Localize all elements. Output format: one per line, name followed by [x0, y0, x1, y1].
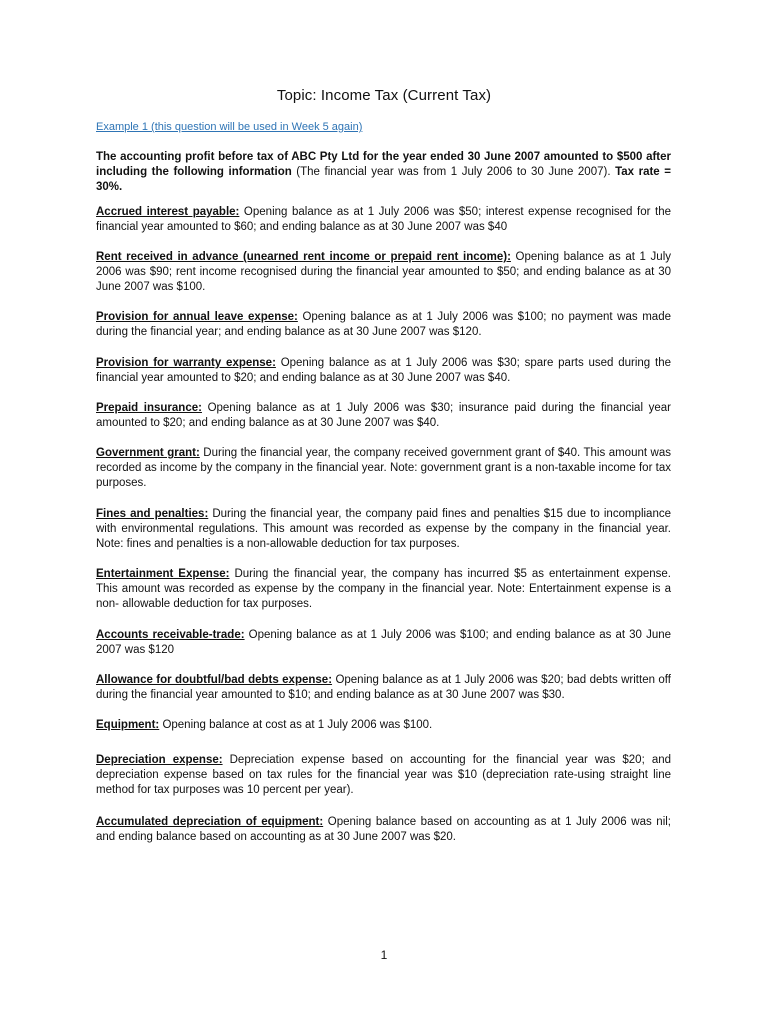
item-heading: Provision for annual leave expense:: [96, 311, 298, 323]
item-text: Depreciation expense based on accounting for the financial year was $20; and depreciation expense based on tax rules for the financial year was $10 (depreciation rate-using straight line method for tax purposes was 10 percent per year).: [96, 754, 671, 796]
intro-tax-rate: Tax rate = 30%.: [96, 166, 671, 193]
item-annual-leave: [96, 310, 671, 340]
item-heading: Allowance for doubtful/bad debts expense:: [96, 674, 333, 686]
item-accounts-receivable: [96, 628, 671, 658]
item-warranty: [96, 356, 671, 386]
item-heading: Provision for warranty expense:: [96, 357, 276, 369]
item-entertainment: [96, 567, 671, 612]
item-text: Opening balance as at 1 July 2006 was $100; no payment was made during the financial year; and ending balance as at 30 June 2007 was $120.: [96, 311, 671, 338]
item-text: During the financial year, the company has incurred $5 as entertainment expense. This amount was recorded as expense by the company in the financial year. Note: Entertainment expense is a non- allowable deduction for tax purposes.: [96, 568, 671, 610]
item-heading: Prepaid insurance:: [96, 402, 202, 414]
item-text: Opening balance as at 1 July 2006 was $90; rent income recognised during the financial year amounted to $50; and ending balance as at 30 June 2007 was $100.: [96, 251, 671, 293]
item-fines-penalties: [96, 507, 671, 552]
item-doubtful-debts: [96, 673, 671, 703]
item-heading: Accounts receivable-trade:: [96, 629, 245, 641]
item-text: Opening balance as at 1 July 2006 was $100; and ending balance as at 30 June 2007 was $120: [96, 629, 672, 656]
intro-normal-text: (The financial year was from 1 July 2006 to 30 June 2007).: [291, 166, 616, 178]
item-equipment: [96, 718, 671, 733]
item-heading: Fines and penalties:: [96, 508, 209, 520]
page-number: 1: [380, 948, 388, 962]
item-heading: Accrued interest payable:: [96, 206, 240, 218]
intro-paragraph: [96, 150, 671, 195]
item-heading: Accumulated depreciation of equipment:: [96, 816, 324, 828]
item-text: Opening balance as at 1 July 2006 was $30; spare parts used during the financial year amounted to $20; and ending balance as at 30 June 2007 was $40.: [96, 357, 671, 384]
item-text: Opening balance as at 1 July 2006 was $20; bad debts written off during the financial year amounted to $10; and ending balance as at 30 June 2007 was $30.: [96, 674, 671, 701]
item-accrued-interest: [96, 205, 671, 235]
item-accumulated-depreciation: [96, 815, 671, 845]
item-text: Opening balance at cost as at 1 July 2006 was $100.: [159, 719, 433, 731]
item-heading: Government grant:: [96, 447, 200, 459]
item-prepaid-insurance: [96, 401, 671, 431]
item-text: Opening balance based on accounting as at 1 July 2006 was nil; and ending balance based on accounting as at 30 June 2007 was $20.: [96, 816, 672, 843]
item-rent-received: [96, 250, 671, 295]
item-text: Opening balance as at 1 July 2006 was $50; interest expense recognised for the financial year amounted to $60; and ending balance as at 30 June 2007 was $40: [96, 206, 671, 233]
item-text: During the financial year, the company paid fines and penalties $15 due to incompliance with environmental regulations. This amount was recorded as expense by the company in the financial year. Note: fines and penalties is a non-allowable deduction for tax purposes.: [96, 508, 671, 550]
item-depreciation: [96, 753, 671, 798]
item-government-grant: [96, 446, 671, 491]
item-text: During the financial year, the company received government grant of $40. This amount was recorded as income by the company in the financial year. Note: government grant is a non-taxable income for tax purposes.: [96, 447, 672, 489]
item-heading: Depreciation expense:: [96, 754, 223, 766]
item-heading: Entertainment Expense:: [96, 568, 230, 580]
example-label: Example 1 (this question will be used in Week 5 again): [96, 121, 363, 133]
item-heading: Rent received in advance (unearned rent income or prepaid rent income):: [96, 251, 511, 263]
item-heading: Equipment:: [96, 719, 160, 731]
item-text: Opening balance as at 1 July 2006 was $30; insurance paid during the financial year amounted to $20; and ending balance as at 30 June 2007 was $40.: [96, 402, 671, 429]
page-title: Topic: Income Tax (Current Tax): [276, 87, 492, 104]
intro-bold-text: The accounting profit before tax of ABC Pty Ltd for the year ended 30 June 2007 amounted to $500 after including the following information: [96, 151, 671, 178]
